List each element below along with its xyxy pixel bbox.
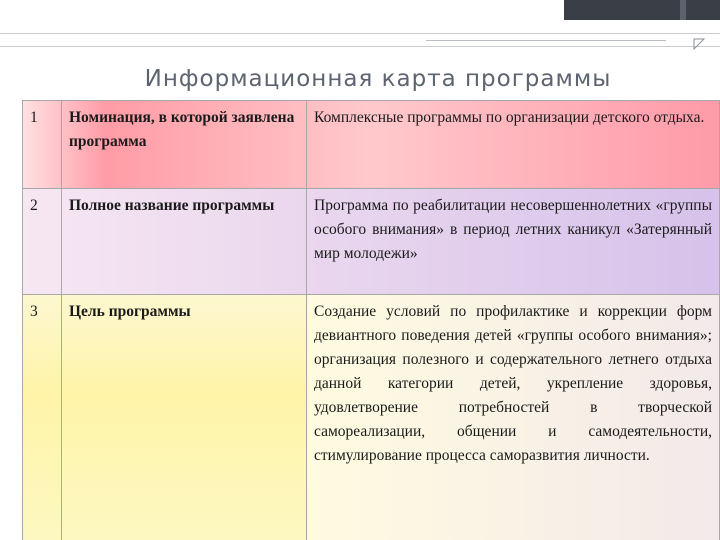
row-label: Полное название программы <box>62 189 307 295</box>
row-value: Комплексные программы по организации детского отдыха. <box>307 101 720 189</box>
row-value: Создание условий по профилактике и коррекции форм девиантного поведения детей «группы особого внимания»; организация полезного и содержательного летнего отдыха данной категории детей, укрепление здоровья, удовлетворение потребностей в творческой самореализации, общении и самодеятельности, стимулирование процесса саморазвития личности. <box>307 295 720 540</box>
table-row <box>23 101 720 189</box>
row-number: 1 <box>23 101 62 189</box>
row-number: 3 <box>23 295 62 540</box>
decorative-line <box>0 46 720 47</box>
decorative-line <box>0 33 720 34</box>
row-label: Номинация, в которой заявлена программа <box>62 101 307 189</box>
decorative-header-bar <box>564 0 720 20</box>
row-value: Программа по реабилитации несовершеннолетних «группы особого внимания» в период летних каникул «Затерянный мир молодежи» <box>307 189 720 295</box>
row-number: 2 <box>23 189 62 295</box>
table-row <box>23 295 720 540</box>
table-row <box>23 189 720 295</box>
decorative-header-stripe <box>680 0 686 20</box>
info-table <box>22 100 720 540</box>
decorative-line <box>426 40 666 41</box>
row-label: Цель программы <box>62 295 307 540</box>
page-title: Информационная карта программы <box>144 66 612 92</box>
corner-triangle-icon <box>692 37 706 51</box>
